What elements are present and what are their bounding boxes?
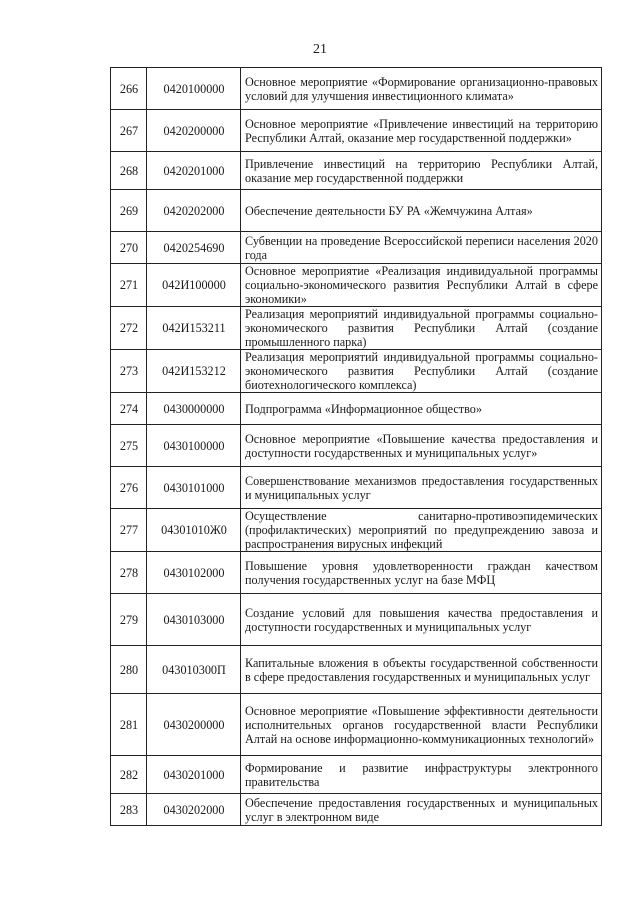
item-name-cell: Основное мероприятие «Повышение эффективности деятельности исполнительных органов государственной власти Республики Алтай на основе информационно-коммуникационных технологий» [241,694,602,756]
classification-code-cell: 042И100000 [147,264,241,307]
table-row [111,264,602,307]
item-name-cell: Основное мероприятие «Привлечение инвестиций на территорию Республики Алтай, оказание мер государственной поддержки» [241,110,602,152]
table-row [111,694,602,756]
row-number-cell: 272 [111,307,147,350]
classification-code-cell: 0430103000 [147,594,241,646]
classification-code-cell: 042И153212 [147,350,241,393]
table-row [111,756,602,794]
row-number-cell: 273 [111,350,147,393]
row-number-cell: 275 [111,425,147,467]
item-name-cell: Повышение уровня удовлетворенности граждан качеством получения государственных услуг на базе МФЦ [241,552,602,594]
row-number-cell: 277 [111,509,147,552]
item-name-cell: Основное мероприятие «Реализация индивидуальной программы социально-экономического развития Республики Алтай в сфере экономики» [241,264,602,307]
row-number-cell: 276 [111,467,147,509]
classification-code-cell: 0430102000 [147,552,241,594]
table-row [111,425,602,467]
table-row [111,552,602,594]
table-row [111,350,602,393]
budget-classification-table [110,67,602,826]
row-number-cell: 270 [111,232,147,264]
table-row [111,190,602,232]
row-number-cell: 269 [111,190,147,232]
table-row [111,152,602,190]
item-name-cell: Субвенции на проведение Всероссийской переписи населения 2020 года [241,232,602,264]
classification-code-cell: 0420254690 [147,232,241,264]
table-row [111,393,602,425]
table-row [111,646,602,694]
classification-code-cell: 0430201000 [147,756,241,794]
row-number-cell: 278 [111,552,147,594]
row-number-cell: 282 [111,756,147,794]
classification-code-cell: 0420201000 [147,152,241,190]
item-name-cell: Реализация мероприятий индивидуальной программы социально-экономического развития Республики Алтай (создание промышленного парка) [241,307,602,350]
row-number-cell: 279 [111,594,147,646]
row-number-cell: 266 [111,68,147,110]
page-number: 21 [313,42,327,57]
row-number-cell: 268 [111,152,147,190]
row-number-cell: 267 [111,110,147,152]
table-row [111,467,602,509]
table-row [111,232,602,264]
item-name-cell: Создание условий для повышения качества предоставления и доступности государственных и муниципальных услуг [241,594,602,646]
table-body [111,68,602,826]
item-name-cell: Обеспечение деятельности БУ РА «Жемчужина Алтая» [241,190,602,232]
table-row [111,68,602,110]
table-row [111,110,602,152]
item-name-cell: Осуществление санитарно-противоэпидемических (профилактических) мероприятий по предупреждению завоза и распространения вирусных инфекций [241,509,602,552]
table-row [111,307,602,350]
row-number-cell: 283 [111,794,147,826]
item-name-cell: Обеспечение предоставления государственных и муниципальных услуг в электронном виде [241,794,602,826]
classification-code-cell: 0430202000 [147,794,241,826]
item-name-cell: Привлечение инвестиций на территорию Республики Алтай, оказание мер государственной поддержки [241,152,602,190]
row-number-cell: 271 [111,264,147,307]
classification-code-cell: 0420200000 [147,110,241,152]
classification-code-cell: 0430101000 [147,467,241,509]
classification-code-cell: 0430100000 [147,425,241,467]
row-number-cell: 274 [111,393,147,425]
table-row [111,509,602,552]
classification-code-cell: 0430200000 [147,694,241,756]
classification-code-cell: 0430000000 [147,393,241,425]
item-name-cell: Основное мероприятие «Повышение качества предоставления и доступности государственных и муниципальных услуг» [241,425,602,467]
classification-code-cell: 043010300П [147,646,241,694]
table-row [111,794,602,826]
item-name-cell: Капитальные вложения в объекты государственной собственности в сфере предоставления государственных и муниципальных услуг [241,646,602,694]
row-number-cell: 281 [111,694,147,756]
classification-code-cell: 0420202000 [147,190,241,232]
classification-code-cell: 04301010Ж0 [147,509,241,552]
item-name-cell: Основное мероприятие «Формирование организационно-правовых условий для улучшения инвестиционного климата» [241,68,602,110]
row-number-cell: 280 [111,646,147,694]
item-name-cell: Подпрограмма «Информационное общество» [241,393,602,425]
classification-code-cell: 0420100000 [147,68,241,110]
item-name-cell: Совершенствование механизмов предоставления государственных и муниципальных услуг [241,467,602,509]
item-name-cell: Формирование и развитие инфраструктуры электронного правительства [241,756,602,794]
item-name-cell: Реализация мероприятий индивидуальной программы социально-экономического развития Республики Алтай (создание биотехнологического комплекса) [241,350,602,393]
classification-code-cell: 042И153211 [147,307,241,350]
table-row [111,594,602,646]
